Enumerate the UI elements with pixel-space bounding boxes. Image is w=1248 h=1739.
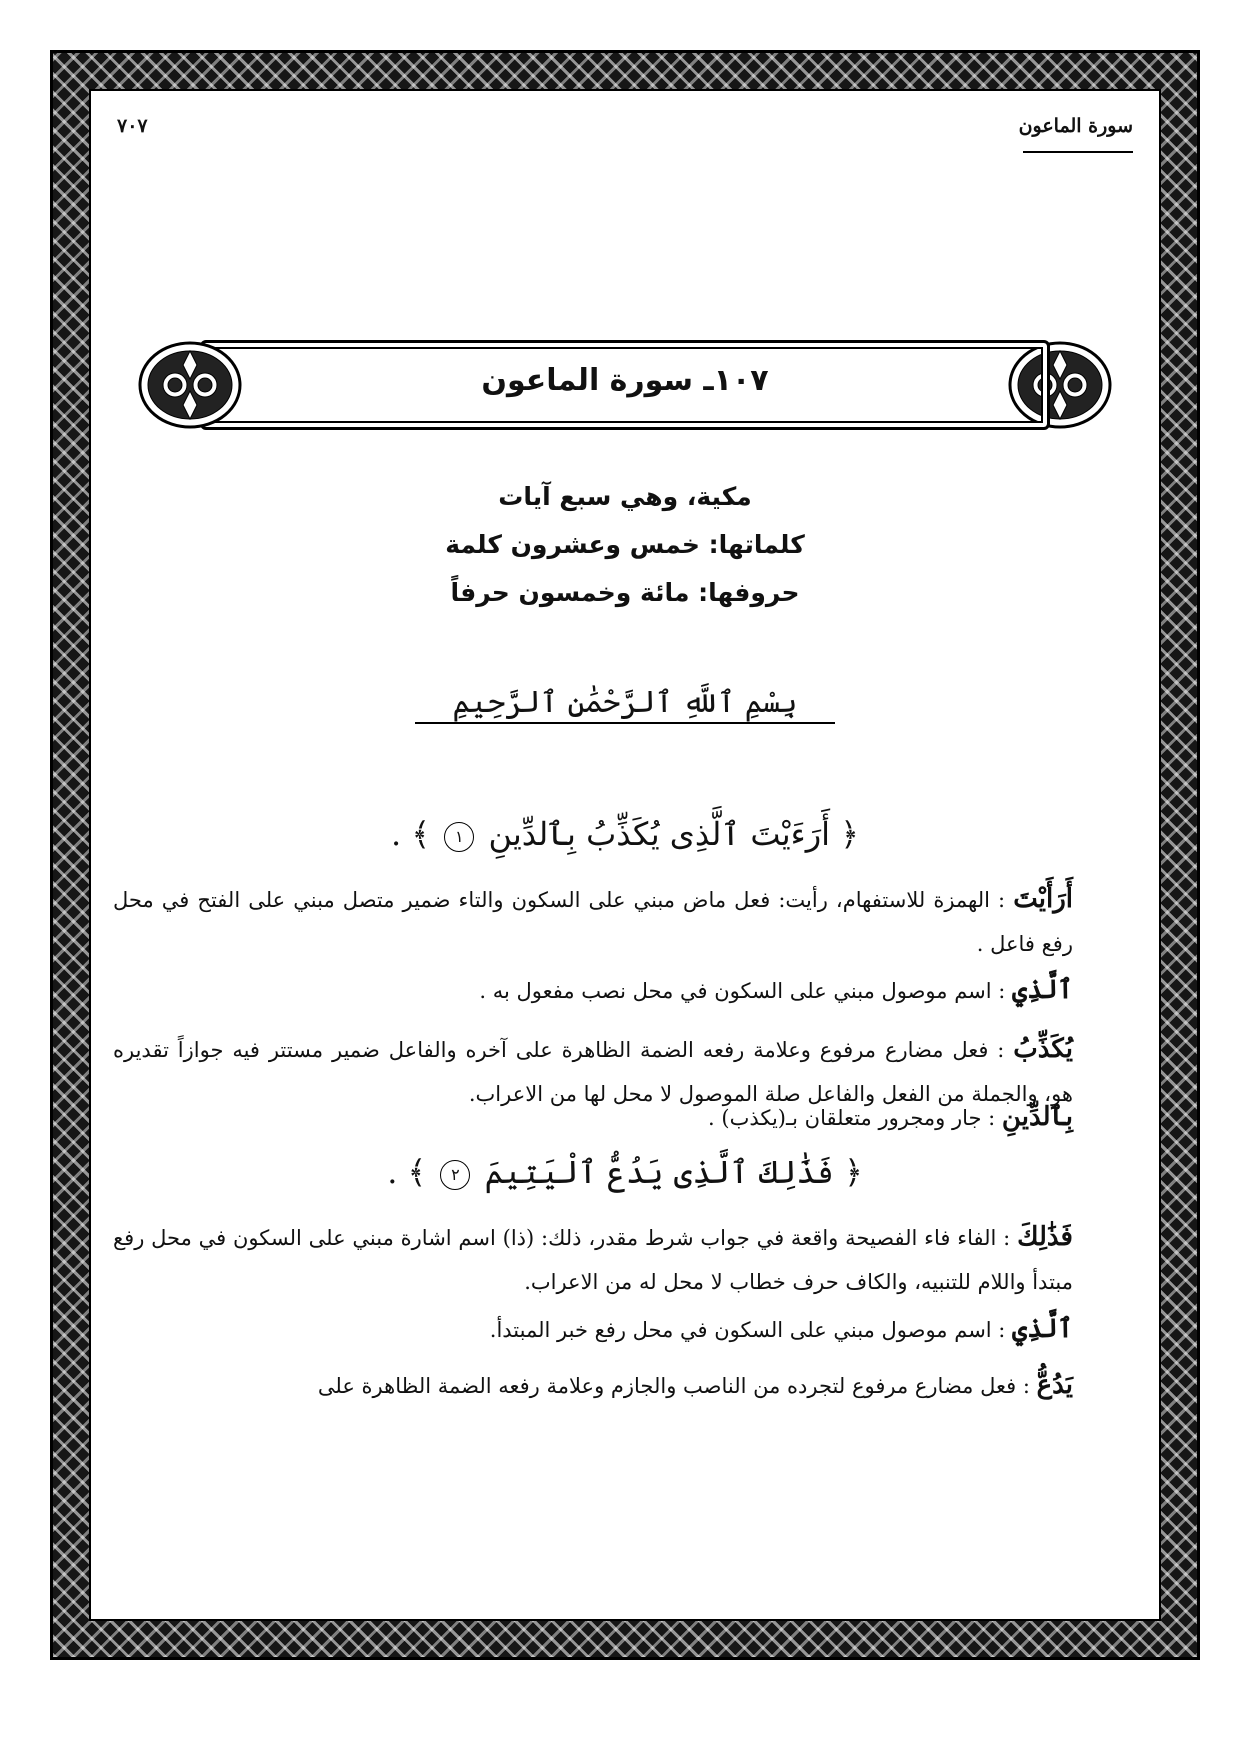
analysis-text: : اسم موصول مبني على السكون في محل رفع خبر المبتدأ.	[489, 1318, 1006, 1342]
verse-text: أَرَءَيْتَ ٱلَّذِى يُكَذِّبُ بِٱلدِّينِ	[488, 815, 831, 853]
ornament-left-icon	[135, 335, 245, 435]
surah-info	[95, 473, 1155, 617]
basmala	[95, 685, 1155, 724]
analysis-term: فَذَٰلِكَ	[1017, 1222, 1073, 1252]
analysis-term: ٱلَّذِي	[1012, 1314, 1073, 1344]
analysis-term: يُكَذِّبُ	[1013, 1034, 1073, 1064]
basmala-underline	[415, 722, 835, 724]
header-rule	[1023, 151, 1133, 153]
basmala-text: بِسْمِ ٱللَّهِ ٱلرَّحْمَٰنِ ٱلرَّحِيمِ	[452, 685, 798, 720]
analysis-text: : فعل مضارع مرفوع لتجرده من الناصب والجازم وعلامة رفعه الضمة الظاهرة على	[317, 1374, 1030, 1398]
analysis-text: : فعل مضارع مرفوع وعلامة رفعه الضمة الظاهرة على آخره والفاعل ضمير مستتر فيه جوازاً تقديره هو، والجملة من الفعل والفاعل صلة الموصول لا محل لها من الاعراب.	[113, 1038, 1073, 1106]
analysis-entry	[113, 1307, 1133, 1352]
verse-close-bracket: ﴾ .	[391, 815, 431, 853]
analysis-term: يَدُعُّ	[1036, 1370, 1073, 1400]
analysis-entry	[113, 968, 1133, 1013]
verse-1	[95, 815, 1155, 853]
analysis-term: ٱلَّذِي	[1012, 975, 1073, 1005]
verse-close-bracket: ﴾ .	[387, 1153, 427, 1191]
analysis-entry	[113, 877, 1133, 966]
page-number: ٧٠٧	[117, 115, 148, 137]
analysis-term: أَرَأَيْتَ	[1013, 884, 1073, 914]
analysis-text: : اسم موصول مبني على السكون في محل نصب مفعول به .	[479, 979, 1006, 1003]
surah-info-words: كلماتها: خمس وعشرون كلمة	[445, 530, 805, 559]
verse-open-bracket: ﴿	[844, 1153, 863, 1191]
surah-title-banner	[145, 335, 1105, 435]
page	[95, 95, 1155, 1615]
page-header	[117, 115, 1133, 145]
analysis-text: : الفاء فاء الفصيحة واقعة في جواب شرط مقدر، ذلك: (ذا) اسم اشارة مبني على السكون في محل رفع مبتدأ واللام للتنبيه، والكاف حرف خطاب لا محل له من الاعراب.	[113, 1226, 1073, 1294]
surah-info-letters: حروفها: مائة وخمسون حرفاً	[450, 578, 800, 607]
verse-number-marker: ١	[444, 822, 474, 852]
running-title: سورة الماعون	[1018, 115, 1133, 137]
verse-number-marker: ٢	[440, 1160, 470, 1190]
surah-title: ١٠٧ـ سورة الماعون	[481, 363, 769, 398]
analysis-text: : الهمزة للاستفهام، رأيت: فعل ماض مبني على السكون والتاء ضمير متصل مبني على الفتح في محل رفع فاعل .	[113, 888, 1073, 956]
verse-open-bracket: ﴿	[840, 815, 859, 853]
verse-2	[95, 1153, 1155, 1191]
surah-info-revelation: مكية، وهي سبع آيات	[498, 482, 752, 511]
analysis-entry	[113, 1215, 1133, 1304]
analysis-text: : جار ومجرور متعلقان بـ(يكذب) .	[708, 1106, 996, 1130]
verse-text: فَذَٰلِكَ ٱلَّذِى يَدُعُّ ٱلْيَتِيمَ	[484, 1153, 834, 1191]
analysis-entry	[113, 1363, 1133, 1408]
analysis-entry	[113, 1095, 1133, 1140]
analysis-term: بِٱلدِّينِ	[1001, 1102, 1073, 1132]
